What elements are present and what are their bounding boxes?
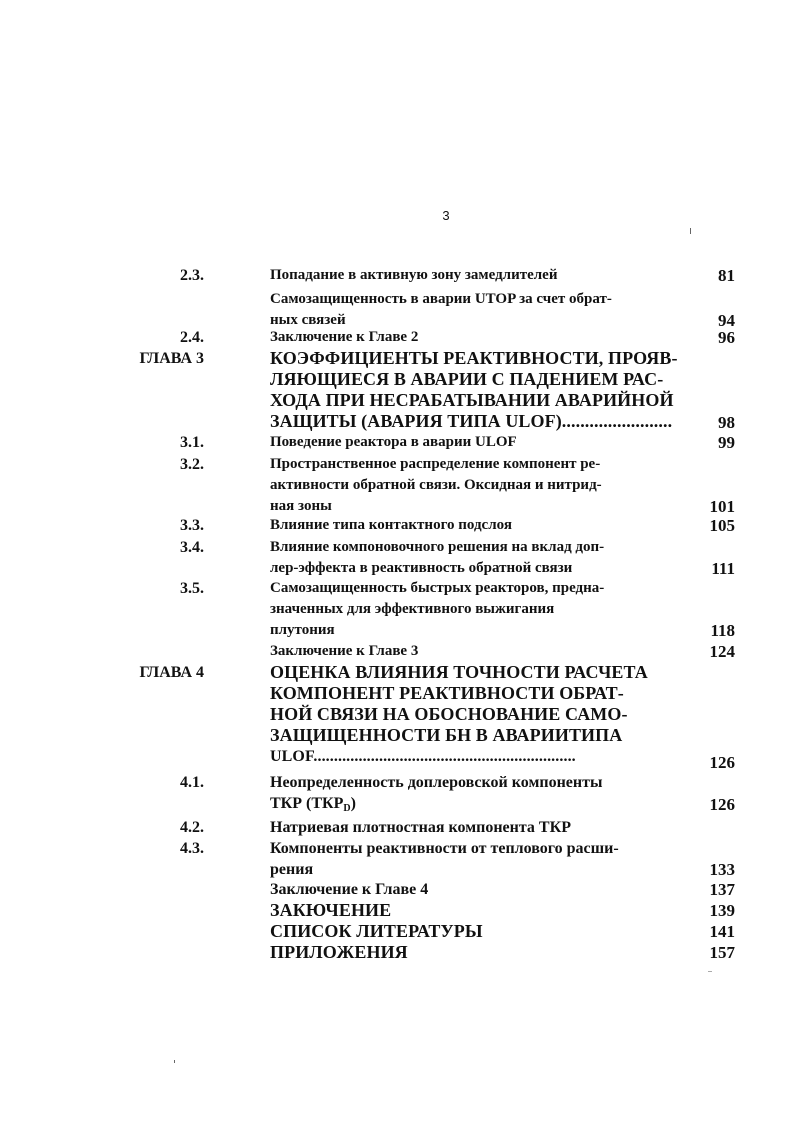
page-number: 3 [442,208,450,223]
title-line: Заключение к Главе 4 [270,881,429,898]
entry-title [270,641,680,662]
title-line: ЗАЩИТЫ (АВАРИЯ ТИПА ULOF)........................ [270,411,673,431]
tkr-close: ) [350,795,356,812]
entry-title [270,327,680,348]
entry-title [270,578,680,641]
entry-page: 111 [711,559,735,578]
entry-page: 124 [709,642,735,661]
entry-number: 3.2. [180,456,204,473]
entry-title [270,432,680,453]
entry-number: 2.3. [180,267,204,284]
entry-title [270,662,680,767]
entry-number: 4.1. [180,774,204,791]
entry-title [270,772,680,819]
title-line: Натриевая плотностная компонента ТКР [270,819,571,836]
entry-title [270,942,680,963]
title-line: Заключение к Главе 2 [270,329,419,345]
entry-page: 81 [718,266,735,285]
entry-page: 96 [718,328,735,347]
title-line: рения [270,861,314,878]
entry-page: 101 [709,497,735,516]
entry-title [270,879,680,900]
title-line: ЗАЩИЩЕННОСТИ БН В АВАРИИТИПА [270,725,623,745]
entry-title [270,900,680,921]
title-line: лер-эффекта в реактивность обратной связи [270,560,573,576]
entry-title [270,515,680,536]
entry-page: 118 [710,621,735,640]
title-line: НОЙ СВЯЗИ НА ОБОСНОВАНИЕ САМО- [270,704,628,724]
title-line: активности обратной связи. Оксидная и нитрид- [270,477,602,493]
entry-page: 126 [709,795,735,814]
title-line: ных связей [270,312,346,328]
entry-page: 139 [709,901,735,920]
entry-title [270,838,680,880]
entry-page: 105 [709,516,735,535]
entry-page: 98 [718,413,735,432]
entry-title [270,921,680,942]
entry-page: 141 [709,922,735,941]
entry-number: 3.5. [180,580,204,597]
title-line: значенных для эффективного выжигания [270,601,555,617]
title-line: ХОДА ПРИ НЕСРАБАТЫВАНИИ АВАРИЙНОЙ [270,390,674,410]
entry-title [270,454,680,517]
title-line: ОЦЕНКА ВЛИЯНИЯ ТОЧНОСТИ РАСЧЕТА [270,662,648,682]
entry-number: ГЛАВА 4 [139,664,204,681]
entry-title [270,348,680,432]
title-line: КОМПОНЕНТ РЕАКТИВНОСТИ ОБРАТ- [270,683,624,703]
entry-number: 3.3. [180,517,204,534]
title-line: Влияние типа контактного подслоя [270,517,512,533]
entry-page: 99 [718,433,735,452]
title-line: Самозащищенность в аварии UTOP за счет обрат- [270,291,612,307]
entry-title [270,289,680,331]
entry-page: 157 [709,943,735,962]
entry-page: 137 [709,880,735,899]
entry-number: 3.4. [180,539,204,556]
title-line: ПРИЛОЖЕНИЯ [270,942,408,962]
title-line: Компоненты реактивности от теплового расши- [270,840,619,857]
title-line: Пространственное распределение компонент ре- [270,456,601,472]
title-line: Поведение реактора в аварии ULOF [270,434,517,450]
entry-page: 94 [718,311,735,330]
entry-number: 2.4. [180,329,204,346]
entry-page: 126 [709,753,735,772]
entry-title [270,817,680,838]
entry-number: 4.3. [180,840,204,857]
title-line: ЛЯЮЩИЕСЯ В АВАРИИ С ПАДЕНИЕМ РАС- [270,369,664,389]
title-line: Самозащищенность быстрых реакторов, предна- [270,580,605,596]
title-line: плутония [270,622,335,638]
title-line: Неопределенность доплеровской компоненты [270,774,603,791]
title-line: ULOF................................................................ [270,748,576,765]
title-line: ная зоны [270,498,332,514]
title-line: КОЭФФИЦИЕНТЫ РЕАКТИВНОСТИ, ПРОЯВ- [270,348,678,368]
entry-number: 4.2. [180,819,204,836]
entry-title [270,537,680,579]
title-line: Заключение к Главе 3 [270,643,419,659]
title-line: ЗАКЮЧЕНИЕ [270,900,392,920]
scan-speck [174,1060,175,1063]
scan-speck [708,971,712,972]
scan-speck [690,228,691,234]
entry-title [270,265,680,286]
tkr-text: ТКР (ТКР [270,795,344,812]
title-line: Попадание в активную зону замедлителей [270,267,558,283]
title-line-tkr [270,793,680,819]
title-line: СПИСОК ЛИТЕРАТУРЫ [270,921,483,941]
entry-page: 133 [709,860,735,879]
entry-number: ГЛАВА 3 [139,350,204,367]
tkr-subscript: D [343,803,351,814]
entry-number: 3.1. [180,434,204,451]
title-line: Влияние компоновочного решения на вклад доп- [270,539,605,555]
